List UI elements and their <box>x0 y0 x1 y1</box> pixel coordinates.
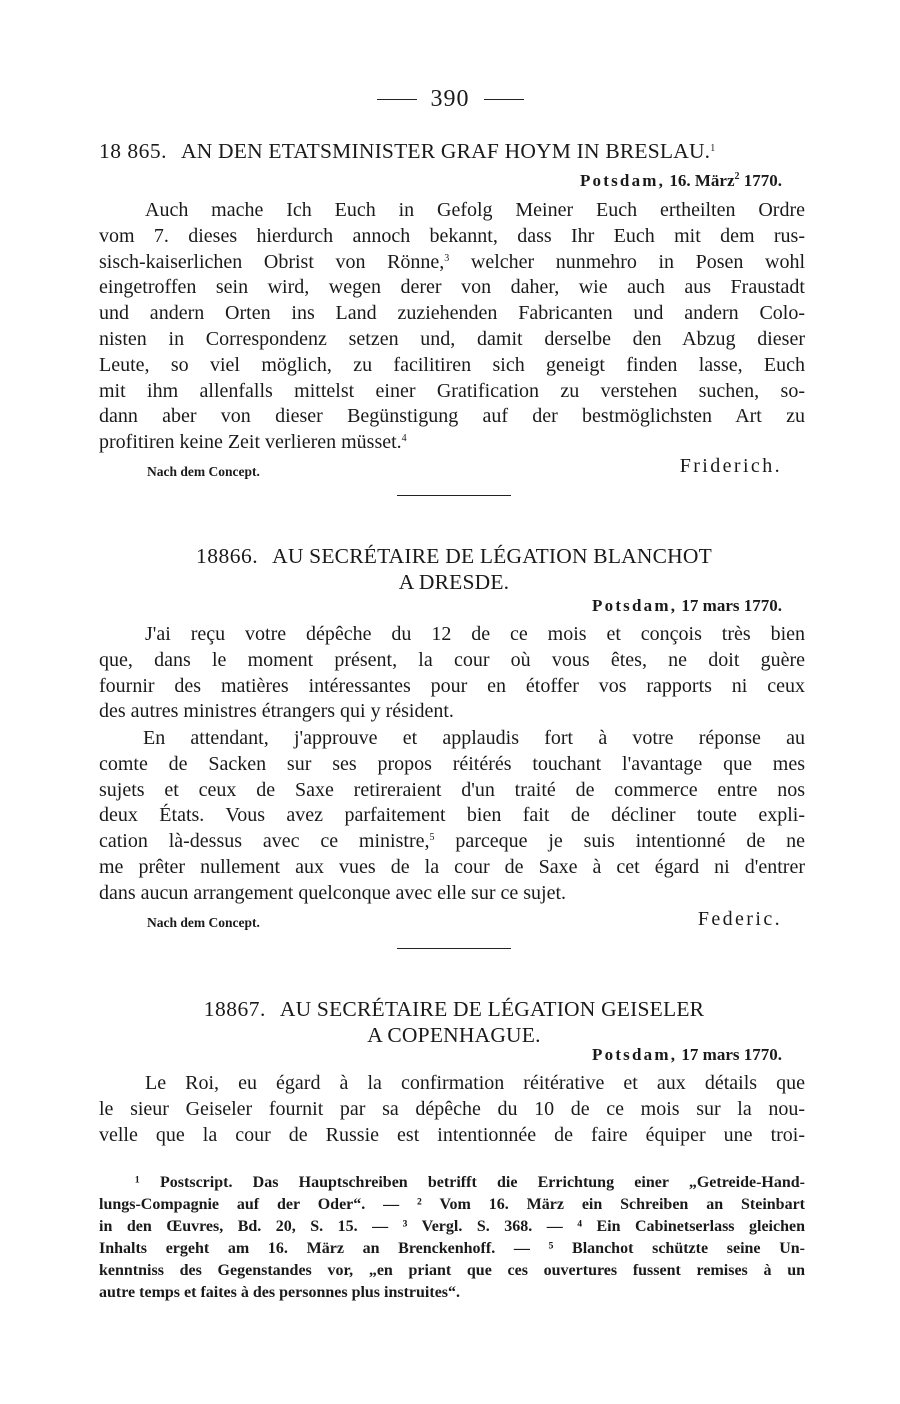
date-place: Potsdam, <box>592 1045 678 1064</box>
footnote-marker: 1 <box>710 143 716 154</box>
body-line: Le Roi, eu égard à la confirmation réitérative et aux détails que <box>145 1072 805 1094</box>
letter-body-18865 <box>99 198 805 456</box>
footnote-line: lungs-Compagnie auf der Oder“. — ² Vom 16. März ein Schreiben an Steinbart <box>99 1196 805 1213</box>
footnotes <box>99 1172 805 1304</box>
letter-title: AU SECRÉTAIRE DE LÉGATION GEISELER <box>279 997 705 1021</box>
footnote-line: ¹ Postscript. Das Hauptschreiben betrifft die Errichtung einer „Getreide-Hand- <box>135 1174 805 1191</box>
letter-title: AN DEN ETATSMINISTER GRAF HOYM IN BRESLAU. <box>181 139 711 163</box>
body-line: Leute, so viel möglich, zu facilitiren sich geneigt finden lasse, Euch <box>99 353 805 376</box>
body-line: nisten in Correspondenz setzen und, damit derselbe den Abzug dieser <box>99 327 805 350</box>
footnote-line: in den Œuvres, Bd. 20, S. 15. — ³ Vergl. S. 368. — ⁴ Ein Cabinetserlass gleichen <box>99 1218 805 1235</box>
date-text: 17 mars 1770. <box>681 596 782 615</box>
body-line: En attendant, j'approuve et applaudis fort à votre réponse au <box>143 727 805 749</box>
date-place: Potsdam, <box>579 171 666 190</box>
body-line-with-note: sisch-kaiserlichen Obrist von Rönne,$^3$ welcher nunmehro in Posen wohl <box>99 250 806 273</box>
letter-heading-18866-line2 <box>99 570 809 595</box>
body-line: vom 7. dieses hierdurch annoch bekannt, dass Ihr Euch mit dem rus- <box>99 224 805 247</box>
page-number: 390 <box>430 86 470 112</box>
footnote-marker: 2 <box>734 171 740 182</box>
letter-body-18866-para2 <box>99 726 805 907</box>
footnote-line: autre temps et faites à des personnes plus instruites“. <box>99 1284 461 1301</box>
letter-number: 18866. <box>196 544 259 568</box>
section-divider <box>397 948 511 949</box>
dateline-18867 <box>592 1045 782 1065</box>
footnote-line: Inhalts ergeht am 16. März an Brenckenhoff. — ⁵ Blanchot schützte seine Un- <box>99 1240 805 1257</box>
source-note: Nach dem Concept. <box>147 915 260 930</box>
letter-number: 18 865. <box>99 139 167 163</box>
signature: Federic. <box>697 908 782 930</box>
letter-title-continued: A COPENHAGUE. <box>367 1023 541 1047</box>
body-line: Auch mache Ich Euch in Gefolg Meiner Euch ertheilten Ordre <box>145 199 805 221</box>
footnote-marker: 3 <box>444 252 450 264</box>
body-line: comte de Sacken sur ses propos réitérés touchant l'avantage que mes <box>99 752 805 775</box>
body-line: mit ihm allenfalls mittelst einer Gratification zu verstehen suchen, so- <box>99 379 805 402</box>
letter-heading-18867 <box>99 997 809 1022</box>
body-line: le sieur Geiseler fournit par sa dépêche du 10 de ce mois sur la nou- <box>99 1097 805 1120</box>
letter-body-18867 <box>99 1071 805 1148</box>
body-line: fournir des matières intéressantes pour en étoffer vos rapports ni ceux <box>99 674 805 697</box>
page-number-header <box>0 86 900 113</box>
footnote-line: kenntniss des Gegenstandes vor, „en priant que ces ouvertures fussent remises à un <box>99 1262 805 1279</box>
signature: Friderich. <box>679 455 782 477</box>
body-line-with-note: cation là-dessus avec ce ministre,$^5$ parceque je suis intentionné de ne <box>99 830 805 853</box>
letter-number: 18867. <box>203 997 266 1021</box>
body-line: und andern Orten ins Land zuziehenden Fabricanten und andern Colo- <box>99 302 805 325</box>
body-line: que, dans le moment présent, la cour où vous êtes, ne doit guère <box>99 648 805 671</box>
body-line: dans aucun arrangement quelconque avec elle sur ce sujet. <box>99 881 567 904</box>
body-line: deux États. Vous avez parfaitement bien fait de décliner toute expli- <box>99 804 805 827</box>
letter-heading-18865 <box>99 139 809 164</box>
body-line: dann aber von dieser Begünstigung auf der bestmöglichsten Art zu <box>99 405 805 428</box>
page-number-dash-right <box>484 99 524 100</box>
footnote-marker: 4 <box>401 433 407 445</box>
body-line: eingetroffen sein wird, wegen derer von daher, wie auch aus Fraustadt <box>99 276 805 299</box>
date-place: Potsdam, <box>592 596 678 615</box>
body-line-with-note: profitiren keine Zeit verlieren müsset.$^4$ <box>99 431 407 454</box>
date-year: 1770. <box>743 171 782 190</box>
dateline-18866 <box>592 596 782 616</box>
date-text: 17 mars 1770. <box>681 1045 782 1064</box>
page-number-dash-left <box>377 99 417 100</box>
letter-heading-18866 <box>99 544 809 569</box>
letter-title-continued: A DRESDE. <box>398 570 510 594</box>
body-line: des autres ministres étrangers qui y résident. <box>99 700 454 723</box>
letter-body-18866-para1 <box>99 622 805 725</box>
body-line: J'ai reçu votre dépêche du 12 de ce mois et conçois très bien <box>145 623 805 645</box>
letter-title: AU SECRÉTAIRE DE LÉGATION BLANCHOT <box>272 544 712 568</box>
dateline-18865 <box>580 171 782 191</box>
footnote-marker: 5 <box>429 832 435 844</box>
section-divider <box>397 495 511 496</box>
body-line: sujets et ceux de Saxe retireraient d'un traité de commerce entre nos <box>99 778 805 801</box>
source-note: Nach dem Concept. <box>147 464 260 479</box>
date-text: 16. März <box>669 171 735 190</box>
body-line: me prêter nullement aux vues de la cour de Saxe à cet égard ni d'entrer <box>99 855 805 878</box>
body-line: velle que la cour de Russie est intentionnée de faire équiper une troi- <box>99 1123 805 1146</box>
